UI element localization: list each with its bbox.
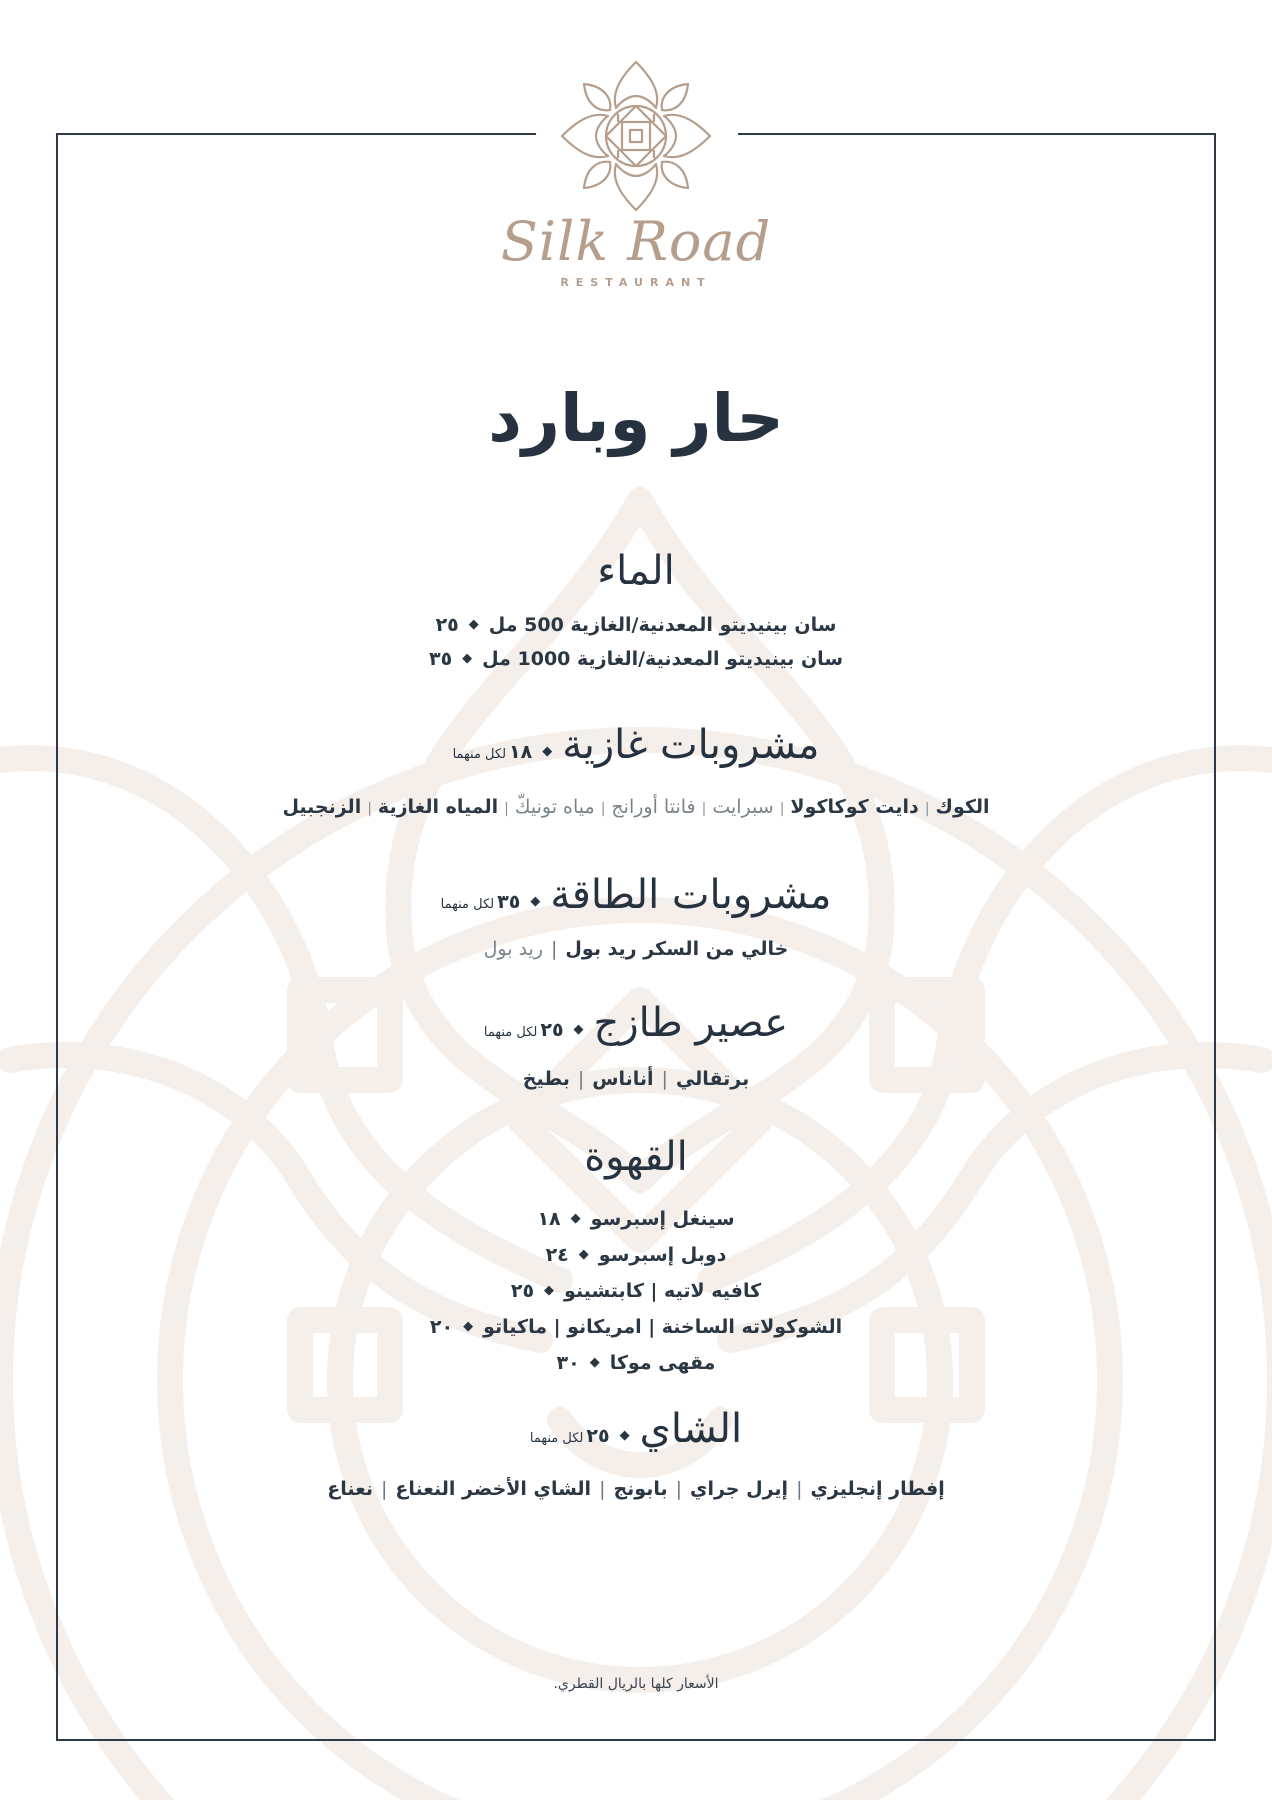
- section-price: ١٨: [509, 741, 533, 763]
- menu-item: [60, 1352, 1212, 1374]
- list-item: برتقالي: [675, 1068, 750, 1090]
- menu-item: [60, 614, 1212, 636]
- item-price: ٣٠: [556, 1352, 580, 1374]
- price-note: لكل منهما: [483, 1025, 538, 1040]
- diamond-icon: ◆: [578, 1247, 589, 1262]
- section-title-energy: مشروبات الطاقة: [550, 872, 832, 918]
- section-header-tea: [60, 1406, 1212, 1452]
- item-name: كافيه لاتيه | كابتشينو: [564, 1280, 762, 1302]
- list-item: الكوك: [935, 796, 990, 818]
- list-item: نعناع: [327, 1478, 374, 1500]
- section-title-coffee: القهوة: [584, 1134, 688, 1180]
- list-item: إيرل جراي: [690, 1478, 789, 1500]
- list-item: سبرايت: [712, 796, 774, 818]
- item-name: دوبل إسبرسو: [598, 1244, 727, 1266]
- item-name: سان بينيديتو المعدنية/الغازية 1000 مل: [482, 648, 844, 670]
- list-item: الزنجبيل: [282, 796, 362, 818]
- item-price: ١٨: [537, 1208, 561, 1230]
- item-name: الشوكولاته الساخنة | امريكانو | ماكياتو: [483, 1316, 843, 1338]
- diamond-icon: ◆: [573, 1022, 584, 1037]
- menu-item: [60, 648, 1212, 670]
- diamond-icon: ◆: [544, 1283, 555, 1298]
- section-header-energy: [60, 872, 1212, 918]
- item-list-soft-drinks: الكوك|دايت كوكاكولا|سبرايت|فانتا أورانج|مياه تونيكّ|المياه الغازية|الزنجبيل: [282, 796, 990, 818]
- section-price: ٢٥: [586, 1425, 610, 1447]
- diamond-icon: ◆: [468, 617, 479, 632]
- list-item: ريد بول: [483, 938, 544, 960]
- section-title-water: الماء: [597, 548, 675, 594]
- brand-name: Silk Road: [500, 210, 772, 273]
- item-name: سينغل إسبرسو: [590, 1208, 735, 1230]
- section-header-juice: [60, 1000, 1212, 1046]
- diamond-icon: ◆: [570, 1211, 581, 1226]
- diamond-icon: ◆: [463, 1319, 474, 1334]
- currency-note: الأسعار كلها بالريال القطري.: [553, 1676, 719, 1692]
- section-title-tea: الشاي: [639, 1406, 743, 1452]
- list-item: مياه تونيكّ: [514, 796, 595, 818]
- section-title-juice: عصير طازج: [593, 1000, 789, 1046]
- price-note: لكل منهما: [452, 747, 507, 762]
- item-list-juice: برتقالي|أناناس|بطيخ: [522, 1068, 750, 1090]
- list-item: دايت كوكاكولا: [790, 796, 919, 818]
- list-item: إفطار إنجليزي: [810, 1478, 945, 1500]
- mandala-ornament-icon: [556, 56, 716, 216]
- diamond-icon: ◆: [530, 894, 541, 909]
- menu-item: [60, 1280, 1212, 1302]
- list-item: بطيخ: [522, 1068, 570, 1090]
- section-price: ٢٥: [540, 1019, 564, 1041]
- diamond-icon: ◆: [589, 1355, 600, 1370]
- diamond-icon: ◆: [619, 1428, 630, 1443]
- menu-item: [60, 1316, 1212, 1338]
- menu-item: [60, 1208, 1212, 1230]
- item-price: ٢٥: [435, 614, 459, 636]
- list-item: المياه الغازية: [377, 796, 499, 818]
- diamond-icon: ◆: [542, 744, 553, 759]
- section-title-soft-drinks: مشروبات غازية: [562, 722, 820, 768]
- item-price: ٢٠: [429, 1316, 454, 1338]
- page-title: حار وبارد: [488, 380, 784, 457]
- brand-subtitle: RESTAURANT: [560, 276, 712, 289]
- price-note: لكل منهما: [529, 1431, 584, 1446]
- list-item: خالي من السكر ريد بول: [565, 938, 789, 960]
- list-item: بابونج: [613, 1478, 668, 1500]
- menu-item: [60, 1244, 1212, 1266]
- list-item: فانتا أورانج: [611, 796, 696, 818]
- item-price: ٢٥: [510, 1280, 535, 1302]
- item-name: مقهى موكا: [609, 1352, 716, 1374]
- price-note: لكل منهما: [440, 897, 495, 912]
- list-item: أناناس: [592, 1068, 654, 1090]
- item-list-energy: خالي من السكر ريد بول|ريد بول: [483, 938, 789, 960]
- item-price: ٢٤: [545, 1244, 569, 1266]
- list-item: الشاي الأخضر النعناع: [395, 1478, 592, 1500]
- section-header-soft-drinks: [60, 722, 1212, 768]
- diamond-icon: ◆: [462, 651, 473, 666]
- item-price: ٣٥: [428, 648, 453, 670]
- item-name: سان بينيديتو المعدنية/الغازية 500 مل: [488, 614, 837, 636]
- item-list-tea: إفطار إنجليزي|إيرل جراي|بابونج|الشاي الأخضر النعناع|نعناع: [327, 1478, 945, 1500]
- section-price: ٣٥: [497, 891, 521, 913]
